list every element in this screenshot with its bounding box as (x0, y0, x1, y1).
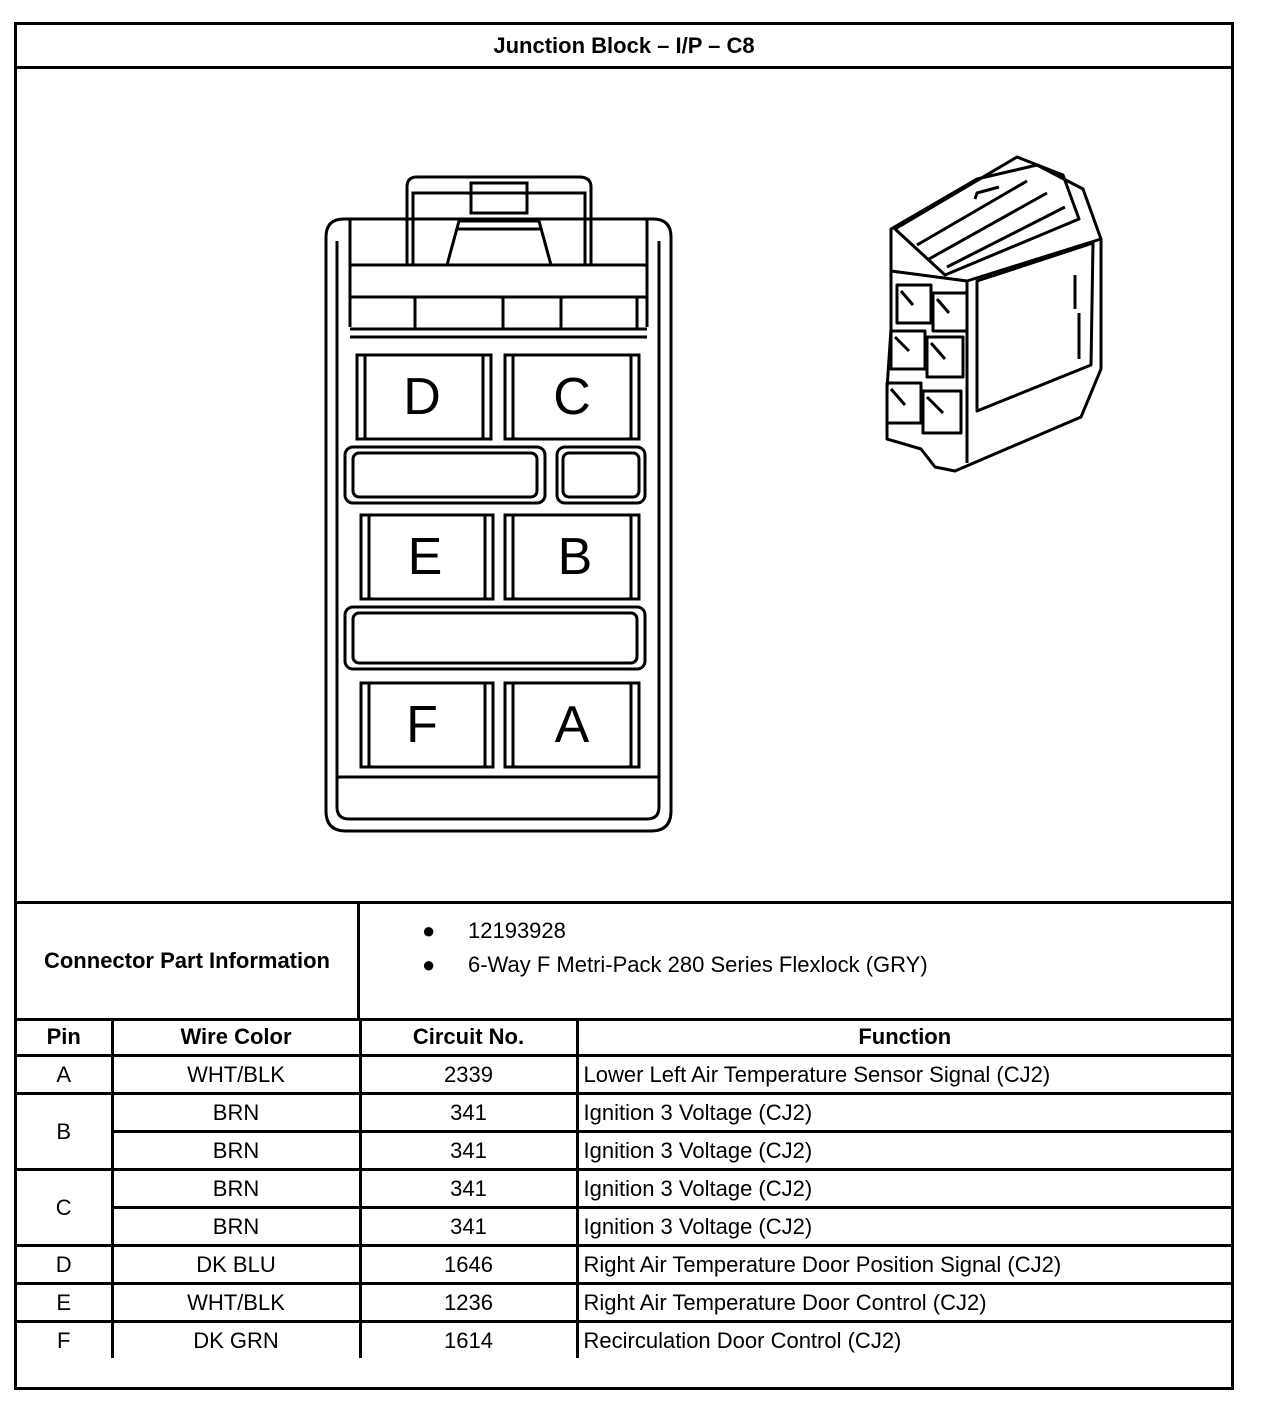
connector-diagram (17, 69, 1231, 901)
function-cell: Recirculation Door Control (CJ2) (577, 1322, 1231, 1359)
pin-cell: E (17, 1284, 112, 1322)
page-title: Junction Block – I/P – C8 (17, 25, 1231, 69)
cavity-label-f: F (406, 696, 438, 754)
connector-shell (326, 219, 671, 831)
cavity-label-e: E (407, 528, 443, 586)
pin-cell: C (17, 1170, 112, 1246)
connector-part-info-list (360, 904, 1231, 1018)
function-cell: Ignition 3 Voltage (CJ2) (577, 1094, 1231, 1132)
connector-part-info-label: Connector Part Information (17, 904, 360, 1018)
circuit-cell: 341 (360, 1132, 577, 1170)
wire-cell: BRN (112, 1208, 360, 1246)
connector-face-view (17, 69, 1231, 901)
header-pin: Pin (17, 1019, 112, 1056)
function-cell: Ignition 3 Voltage (CJ2) (577, 1170, 1231, 1208)
wire-cell: WHT/BLK (112, 1284, 360, 1322)
connector-sheet (14, 22, 1234, 1390)
circuit-cell: 1236 (360, 1284, 577, 1322)
circuit-cell: 341 (360, 1208, 577, 1246)
header-wire-color: Wire Color (112, 1019, 360, 1056)
header-circuit: Circuit No. (360, 1019, 577, 1056)
cavity-label-b: B (557, 528, 593, 586)
pin-cell: F (17, 1322, 112, 1359)
function-cell: Right Air Temperature Door Position Signal (CJ2) (577, 1246, 1231, 1284)
table-row (17, 1132, 1231, 1170)
wire-cell: BRN (112, 1132, 360, 1170)
pin-cell: A (17, 1056, 112, 1094)
table-row (17, 1208, 1231, 1246)
pin-cell: D (17, 1246, 112, 1284)
connector-part-info (17, 901, 1231, 1021)
wire-cell: WHT/BLK (112, 1056, 360, 1094)
function-cell: Ignition 3 Voltage (CJ2) (577, 1132, 1231, 1170)
part-number: 12193928 (468, 918, 566, 943)
header-function: Function (577, 1019, 1231, 1056)
wire-cell: DK GRN (112, 1322, 360, 1359)
table-row (17, 1246, 1231, 1284)
wire-cell: BRN (112, 1094, 360, 1132)
function-cell: Ignition 3 Voltage (CJ2) (577, 1208, 1231, 1246)
function-cell: Right Air Temperature Door Control (CJ2) (577, 1284, 1231, 1322)
circuit-cell: 1614 (360, 1322, 577, 1359)
pin-table-header (17, 1019, 1231, 1056)
pin-cell: B (17, 1094, 112, 1170)
bullet-icon: ● (422, 952, 436, 977)
cavity-label-c: C (553, 368, 591, 426)
cavity-label-d: D (403, 368, 441, 426)
table-row (17, 1284, 1231, 1322)
table-row (17, 1322, 1231, 1359)
table-row (17, 1170, 1231, 1208)
table-row (17, 1056, 1231, 1094)
circuit-cell: 341 (360, 1094, 577, 1132)
function-cell: Lower Left Air Temperature Sensor Signal (CJ2) (577, 1056, 1231, 1094)
part-description: 6-Way F Metri-Pack 280 Series Flexlock (GRY) (468, 952, 928, 977)
cavity-label-a: A (554, 696, 590, 754)
wire-cell: BRN (112, 1170, 360, 1208)
circuit-cell: 1646 (360, 1246, 577, 1284)
table-row (17, 1094, 1231, 1132)
pin-table (17, 1019, 1231, 1358)
circuit-cell: 2339 (360, 1056, 577, 1094)
bullet-icon: ● (422, 918, 436, 943)
connector-isometric-view (887, 157, 1101, 471)
wire-cell: DK BLU (112, 1246, 360, 1284)
circuit-cell: 341 (360, 1170, 577, 1208)
